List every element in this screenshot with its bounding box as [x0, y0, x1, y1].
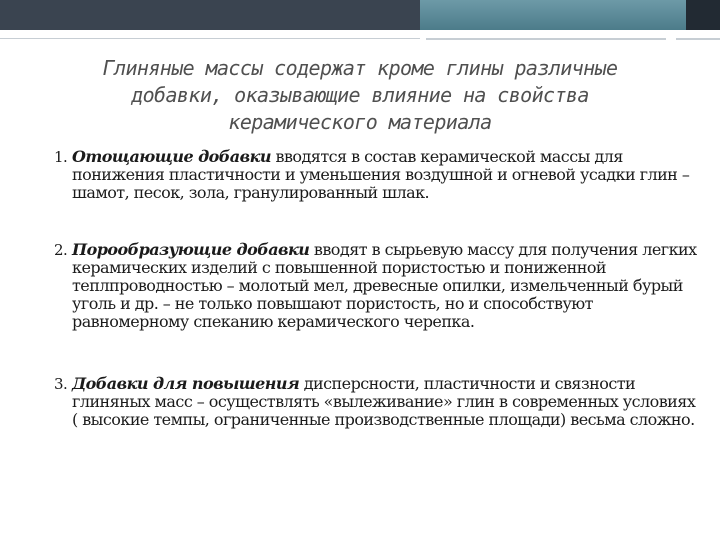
top-band-corner — [686, 0, 720, 30]
header-rule-left — [0, 38, 420, 39]
slide-title-line: керамического материала — [228, 110, 492, 134]
list-item-text: вводят в сырьевую массу для получения легких керамических изделий с повышенной пористостью и пониженной теплпроводностью – молотый мел, древесные опилки, измельченный бурый уголь и др. – не только повышают пористость, но и способствуют равномерному спеканию керамического черепка. — [72, 240, 697, 331]
list-item-number: 2. — [54, 241, 68, 259]
list-item-lead: Добавки для повышения — [72, 374, 300, 393]
top-band-accent — [420, 0, 686, 30]
list-item-text: дисперсности, пластичности и связности глиняных масс – осуществлять «вылеживание» глин в современных условиях ( высокие темпы, ограниченные производственные площади) весьма сложно. — [72, 374, 696, 429]
list-item-number: 1. — [54, 148, 68, 166]
slide-title — [40, 55, 680, 136]
top-band — [0, 0, 720, 30]
list-item — [54, 147, 698, 223]
list-item — [54, 240, 698, 355]
slide-title-line: Глиняные массы содержат кроме глины различные — [102, 56, 618, 80]
list-item-lead: Порообразующие добавки — [72, 240, 310, 259]
header-rule-right — [676, 38, 720, 40]
slide-title-line: добавки, оказывающие влияние на свойства — [131, 83, 589, 107]
content-list — [54, 147, 698, 463]
list-item-text: вводятся в состав керамической массы для понижения пластичности и уменьшения воздушной и огневой усадки глин – шамот, песок, зола, гранулированный шлак. — [72, 147, 690, 202]
list-item-lead: Отощающие добавки — [72, 147, 271, 166]
list-item — [54, 374, 698, 445]
list-item-number: 3. — [54, 375, 68, 393]
header-rule-middle — [426, 38, 666, 40]
